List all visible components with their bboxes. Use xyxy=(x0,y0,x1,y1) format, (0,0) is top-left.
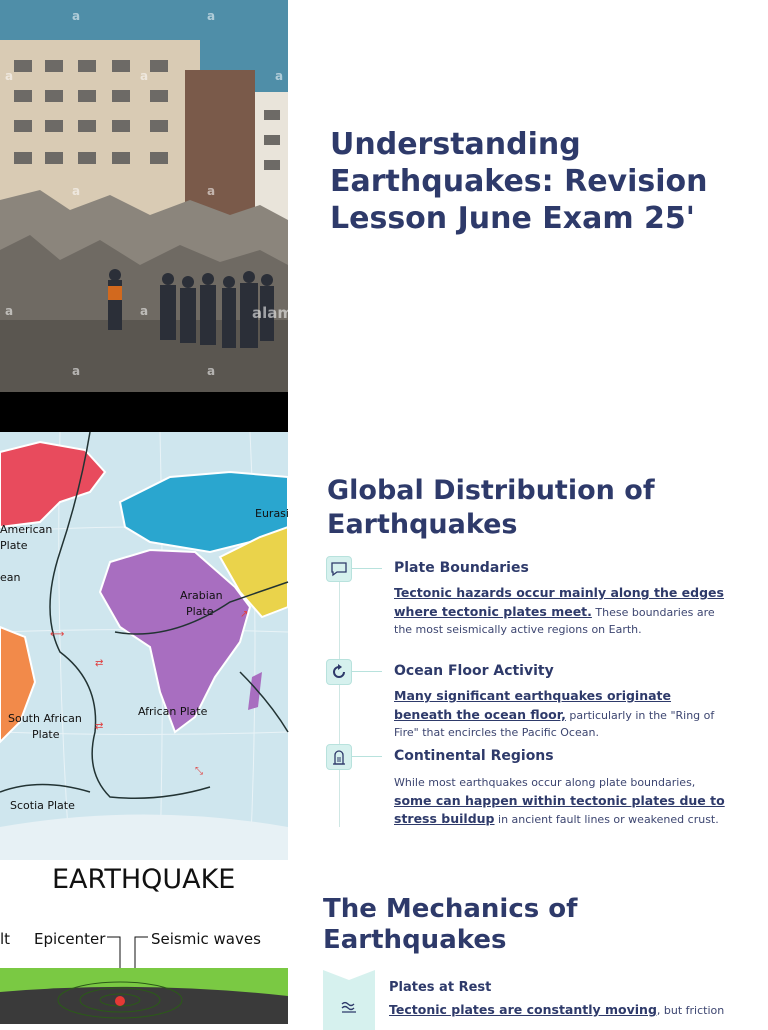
speech-bubble-icon xyxy=(326,556,352,582)
item-title: Plates at Rest xyxy=(389,980,492,995)
watermark-brand: alam xyxy=(252,304,294,322)
item-title: Continental Regions xyxy=(394,748,554,764)
svg-text:Arabian: Arabian xyxy=(180,589,223,602)
epicenter-label: Epicenter xyxy=(34,930,106,948)
waves-icon xyxy=(323,970,375,1030)
tectonic-plates-map xyxy=(0,432,288,860)
earthquake-diagram xyxy=(0,860,288,1024)
lesson-title: Understanding Earthquakes: Revision Lesson June Exam 25' xyxy=(330,127,708,236)
emphasis-text: some can happen within tectonic plates due to stress buildup xyxy=(394,792,725,826)
svg-text:Plate: Plate xyxy=(32,728,60,741)
svg-text:Plate: Plate xyxy=(0,539,28,552)
svg-text:a: a xyxy=(207,9,216,23)
emphasis-text: Tectonic hazards occur mainly along the edges where tectonic plates meet. xyxy=(394,585,724,619)
item-body: Tectonic plates are constantly moving, but friction xyxy=(389,1002,725,1017)
svg-text:a: a xyxy=(72,364,81,378)
item-title: Plate Boundaries xyxy=(394,560,529,576)
timeline-line xyxy=(339,577,340,827)
item-body: While most earthquakes occur along plate boundaries, some can happen within tectonic plates due to stress buildup in ancient fault lines or weakened crust. xyxy=(394,776,725,826)
svg-text:a: a xyxy=(72,184,81,198)
slide-global-distribution xyxy=(0,432,768,860)
section-title: Global Distribution of Earthquakes xyxy=(327,475,655,540)
svg-text:a: a xyxy=(207,184,216,198)
svg-text:a: a xyxy=(140,69,149,83)
svg-text:African Plate: African Plate xyxy=(138,705,208,718)
svg-text:⤡: ⤡ xyxy=(195,766,203,777)
svg-text:Eurasi: Eurasi xyxy=(255,507,289,520)
section-title: The Mechanics of Earthquakes xyxy=(323,894,578,955)
diagram-title: EARTHQUAKE xyxy=(52,864,236,895)
item-title: Ocean Floor Activity xyxy=(394,663,554,679)
svg-text:a: a xyxy=(140,304,149,318)
emphasis-text: Tectonic plates are constantly moving xyxy=(389,1002,657,1017)
svg-text:ean: ean xyxy=(0,571,21,584)
svg-text:a: a xyxy=(275,69,284,83)
svg-text:Scotia Plate: Scotia Plate xyxy=(10,799,75,812)
svg-text:⇄: ⇄ xyxy=(95,721,104,732)
item-body: Tectonic hazards occur mainly along the edges where tectonic plates meet. These boundaries are the most seismically active regions on Earth. xyxy=(394,585,724,636)
seismic-waves-label: Seismic waves xyxy=(151,930,261,948)
svg-text:a: a xyxy=(5,69,14,83)
slide-mechanics xyxy=(0,860,768,1024)
svg-text:⟷: ⟷ xyxy=(50,629,65,640)
svg-text:South African: South African xyxy=(8,712,82,725)
map-label: American xyxy=(0,523,53,536)
refresh-icon xyxy=(326,659,352,685)
item-body: Many significant earthquakes originate beneath the ocean floor, particularly in the "Ring of Fire" that encircles the Pacific Ocean. xyxy=(394,688,715,739)
emphasis-text: Many significant earthquakes originate beneath the ocean floor, xyxy=(394,688,672,722)
bell-jar-icon xyxy=(326,744,352,770)
svg-text:Plate: Plate xyxy=(186,605,214,618)
svg-text:lt: lt xyxy=(0,930,11,948)
slide-title xyxy=(0,0,768,432)
svg-text:a: a xyxy=(207,364,216,378)
svg-text:↗: ↗ xyxy=(240,609,249,620)
watermark-text: a xyxy=(72,9,81,23)
svg-text:a: a xyxy=(5,304,14,318)
earthquake-rubble-photo xyxy=(0,0,294,432)
svg-text:⇄: ⇄ xyxy=(95,658,104,669)
